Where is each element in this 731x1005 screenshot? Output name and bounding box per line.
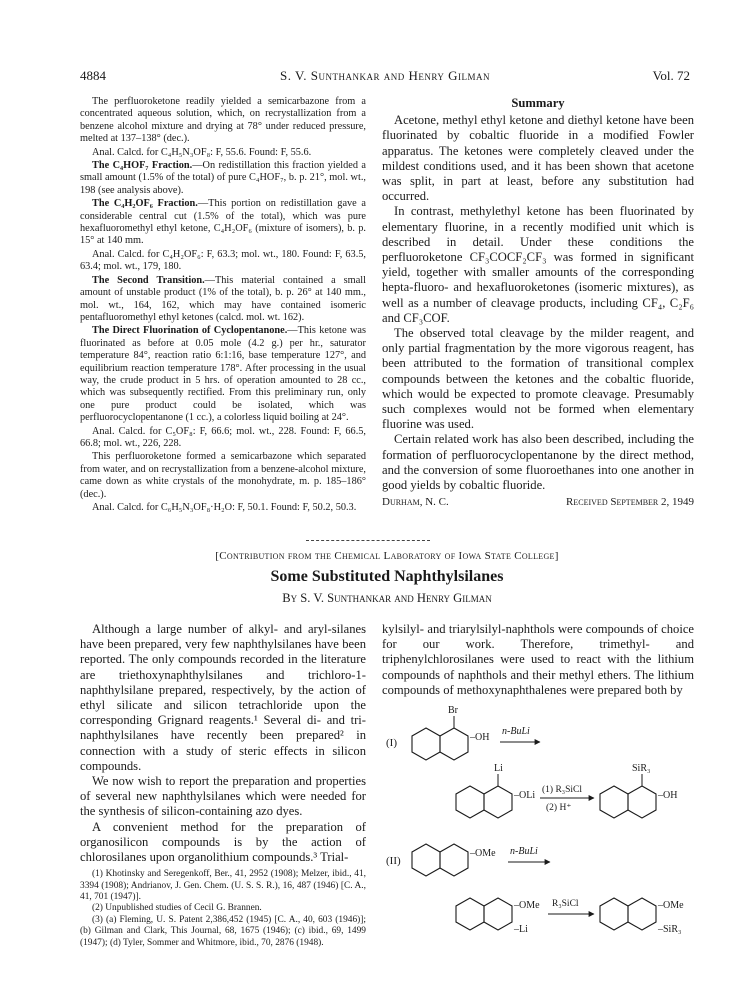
paragraph [80,325,366,424]
naphthalene-ring [456,898,512,930]
article-title: Some Substituted Naphthylsilanes [270,568,504,585]
substituent-ome: –OMe [658,900,684,911]
article-body-right [382,622,694,698]
analysis-line: Anal. Calcd. for C₆H₅N₃OF₈·H₂O: F, 50.1. Found: F, 50.2, 50.3. [92,502,357,513]
summary-paragraph: Acetone, methyl ethyl ketone and diethyl ketone have been fluorinated by cobaltic fluoride in a modified Fowler apparatus. The ketones were completely cleaved under the mildest conditions used, and it has been shown that acetone was split, in part at least, before any substitution had occurred. [382,113,694,204]
reagent-nbuli: n-BuLi [502,726,530,737]
volume-label: Vol. 72 [652,68,690,83]
running-head-authors: S. V. Sunthankar and Henry Gilman [280,68,490,83]
article-body-left [80,622,366,949]
signature-line [382,495,694,511]
naphthalene-ring [600,786,656,818]
section-divider [306,540,430,541]
naphthalene-ring [456,786,512,818]
paragraph: A convenient method for the preparation of organosilicon compounds is by the action of chlorosilanes upon organolithium compounds.³ Trial- [80,819,366,865]
run-in-heading: The Direct Fluorination of Cyclopentanone. [92,325,288,337]
paragraph-text: —This ketone was fluorinated as before at 0.05 mole (4.2 g.) per hr., saturator temperature 84°, reaction ratio 6:1:16, base temperature 127°, and equilibrium reaction temperature 178°. After processing in the usual way, the crude product in 5 hrs. of operation amounted to 28 cc., which was subsequently rectified. From this preliminary run, only one pure product could be isolated, which was perfluorocyclopentanone (1 cc.), a colorless liquid boiling at 24°. [80,325,366,424]
summary-paragraph: The observed total cleavage by the milder reagent, and only partial fragmentation by the more vigorous reagent, has been attributed to the formation of transitional complex compounds between the ketones and the cobaltic fluoride, which would be expected to promote cleavage. Presumably such complexes would not be formed when elementary fluorine was used. [382,326,694,432]
paragraph-text: —This portion on redistillation gave a considerable central cut (1.5% of the total), which was pure hexafluoromethyl ethyl ketone, C₄H₂OF₆ (mixture of isomers), b. p. 15° at 140 mm. [80,198,367,247]
place: Durham, N. C. [382,496,449,509]
experimental-continuation [80,96,366,515]
substituent-sir3: SiR₃ [632,763,651,774]
step-2-label: (2) H⁺ [546,803,572,813]
scheme-label-II: (II) [386,855,401,867]
substituent-sir3: –SiR₃ [658,924,682,935]
substituent-ome: –OMe [514,900,540,911]
naphthalene-ring [412,728,468,760]
byline: By S. V. Sunthankar and Henry Gilman [282,591,492,605]
summary-paragraph: Certain related work has also been described, including the formation of perfluorocyclopentanone by the direct method, and the conversion of some fluoroethanes into one another in good yields by cobaltic fluoride. [382,432,694,493]
paragraph: This perfluoroketone formed a semicarbazone which separated from water, and on recrystallization from a benzene-alcohol mixture, came down as white crystals of the monohydrate, m. p. 185–186° (dec.). [80,451,366,500]
footnote: (1) Khotinsky and Seregenkoff, Ber., 41, 2952 (1908); Melzer, ibid., 41, 3394 (1908); Andrianov, J. Gen. Chem. (U. S. S. R.), 16, 487 (1946) [C. A., 41, 701 (1947)]. [80,869,366,903]
paragraph: Although a large number of alkyl- and aryl-silanes have been prepared, very few naphthylsilanes have been reported. The only compounds recorded in the literature are triethoxynaphthylsilanes and trichloro-1-naphthylsilane prepared, respectively, by the action of ethyl silicate and silicon tetrachloride upon the corresponding Grignard reagents.¹ Several di- and tri-naphthylsilanes have recently been prepared² in connection with a study of steric effects in silicon compounds. [80,622,366,773]
page-number: 4884 [80,68,106,83]
substituent-oh: –OH [470,732,490,743]
substituent-oli: –OLi [514,790,536,801]
paragraph-text: —This material contained a small amount of unstable product (1% of the total), b. p. 26° at 140 mm., mol. wt., 164, 162, which may have contained isomeric pentafluoromethyl ethyl ketones (calcd. mol. wt. 162). [80,274,366,323]
run-in-heading: The Second Transition. [92,274,205,286]
reaction-scheme-drawing [382,700,694,945]
analysis-line: Anal. Calcd. for C₅OF₈: F, 66.6; mol. wt., 228. Found: F, 66.5, 66.8; mol. wt., 226, 228. [80,425,366,449]
reagent-nbuli: n-BuLi [510,846,538,857]
run-in-heading: The C₄HOF₇ Fraction. [92,160,193,172]
analysis-line: Anal. Calcd. for C₄H₅N₃OF₈: F, 55.6. Found: F, 55.6. [92,146,312,158]
substituent-li: –Li [514,924,528,935]
run-in-heading: The C₄H₂OF₆ Fraction. [92,198,198,210]
substituent-li: Li [494,763,503,774]
reaction-scheme [382,700,694,945]
footnote: (2) Unpublished studies of Cecil G. Brannen. [92,903,262,914]
summary-paragraph: In contrast, methylethyl ketone has been fluorinated by elementary fluorine, in a recently modified unit which is described in detail. Under these conditions the perfluoroketone CF₃COCF₂CF₃ was formed in significant yield, together with smaller amounts of the corresponding hepta-fluoro- and hexafluoroketones (isomeric mixtures), as well as a number of cleavage products, including CF₄, C₂F₆ and CF₃COF. [382,204,694,325]
paragraph-text: —On redistillation this fraction yielded a small amount (1.5% of the total) of pure C₄HOF₇, b. p. 21°, mol. wt., 198 (see analysis above). [80,160,366,196]
summary-heading: Summary [511,96,565,110]
naphthalene-ring [600,898,656,930]
naphthalene-ring [412,844,468,876]
scheme-label-I: (I) [386,737,397,749]
analysis-line: Anal. Calcd. for C₄H₂OF₆: F, 63.3; mol. wt., 180. Found: F, 63.5, 63.4; mol. wt., 179, 180. [80,248,366,273]
paragraph [80,160,366,197]
substituent-oh: –OH [658,790,678,801]
substituent-ome: –OMe [470,848,496,859]
paragraph: We now wish to report the preparation and properties of several new naphthylsilanes which were needed for the synthesis of silicon-containing azo dyes. [80,774,366,819]
paragraph [80,275,366,325]
paragraph: The perfluoroketone readily yielded a semicarbazone from a concentrated aqueous solution, which, on recrystallization from a benzene alcohol mixture and drying at 78° under reduced pressure, melted at 137–138° (dec.). [80,96,366,145]
footnotes [80,869,366,949]
running-head [80,68,690,84]
paragraph: kylsilyl- and triarylsilyl-naphthols were compounds of choice for our work. Therefore, trimethyl- and triphenylchlorosilanes were used to react with the lithium compounds of naphthols and their methyl ethers. The lithium compounds of methoxynaphthalenes were prepared both by [382,622,694,697]
paragraph [80,198,366,248]
reagent-r3sicl: R₃SiCl [552,899,579,909]
summary-section [382,96,694,511]
substituent-br: Br [448,705,458,716]
contribution-line: [Contribution from the Chemical Laboratory of Iowa State College] [215,550,559,562]
footnote: (3) (a) Fleming, U. S. Patent 2,386,452 (1945) [C. A., 40, 603 (1946)]; (b) Gilman and Clark, This Journal, 68, 1675 (1946); (c) ibid., 69, 1499 (1947); (d) Tyler, Sommer and Whitmore, ibid., 70, 2876 (1948). [80,914,366,948]
received-date: Received September 2, 1949 [566,496,694,509]
step-1-label: (1) R₃SiCl [542,785,582,795]
